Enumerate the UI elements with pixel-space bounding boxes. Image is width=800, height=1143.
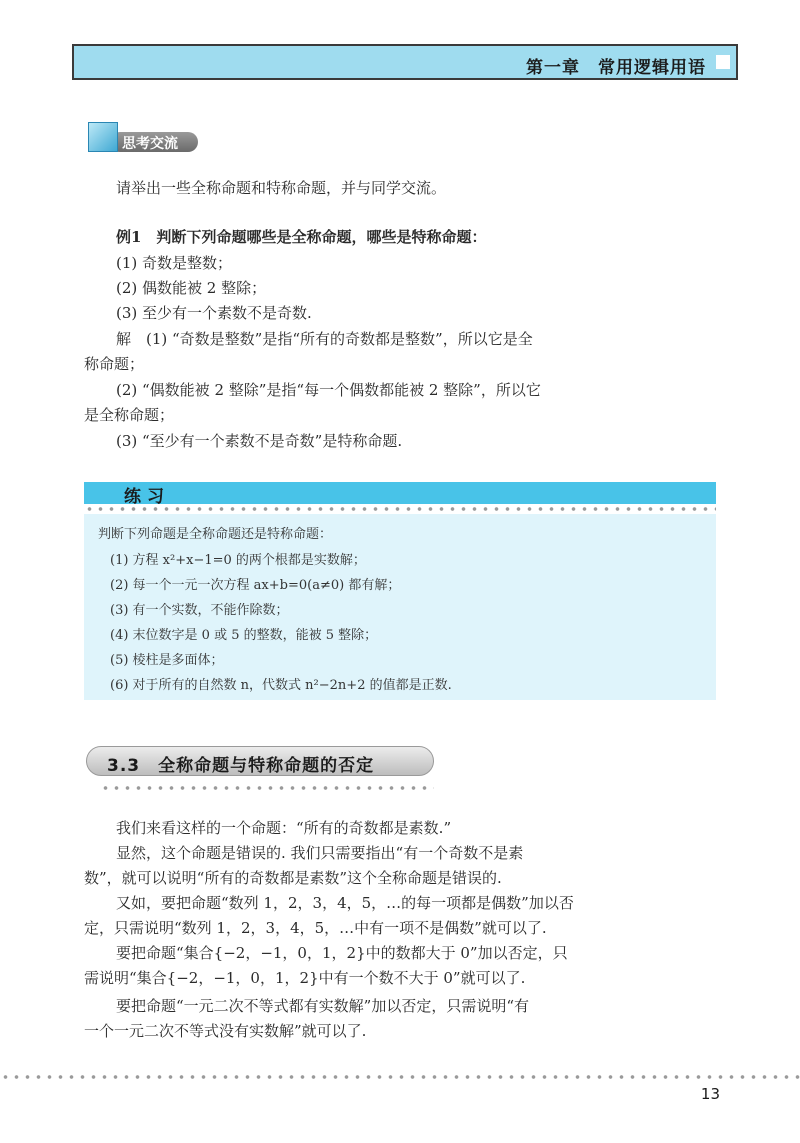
example-item: (3) 至少有一个素数不是奇数. [116, 304, 312, 322]
footer-dotted-divider [0, 1075, 800, 1079]
solution-line: 解 (1) “奇数是整数”是指“所有的奇数都是整数”，所以它是全 [116, 330, 533, 348]
cube-icon [88, 122, 118, 152]
chapter-title: 第一章 常用逻辑用语 [526, 58, 706, 78]
paragraph-line: 要把命题“集合{−2，−1，0，1，2}中的数都大于 0”加以否定，只 [116, 944, 568, 962]
paragraph-line: 数”，就可以说明“所有的奇数都是素数”这个全称命题是错误的. [84, 869, 502, 887]
example-item: (1) 奇数是整数； [116, 254, 233, 272]
practice-item: (4) 末位数字是 0 或 5 的整数，能被 5 整除； [110, 628, 378, 643]
practice-item: (1) 方程 x²+x−1=0 的两个根都是实数解； [110, 553, 366, 568]
think-exchange-prompt: 请举出一些全称命题和特称命题，并与同学交流。 [116, 179, 447, 197]
solution-line: 是全称命题； [84, 406, 175, 424]
paragraph-line: 要把命题“一元二次不等式都有实数解”加以否定，只需说明“有 [116, 997, 530, 1015]
practice-title: 练习 [124, 487, 170, 507]
solution-line: 称命题； [84, 355, 145, 373]
section-heading [86, 746, 434, 776]
paragraph-line: 一个一元二次不等式没有实数解”就可以了. [84, 1022, 367, 1040]
chapter-header-bar [72, 44, 738, 80]
practice-item: (3) 有一个实数，不能作除数； [110, 603, 289, 618]
think-exchange-label: 思考交流 [122, 136, 178, 152]
dotted-divider [84, 507, 716, 511]
practice-item: (5) 棱柱是多面体； [110, 653, 224, 668]
paragraph-line: 我们来看这样的一个命题：“所有的奇数都是素数.” [116, 819, 452, 837]
practice-item: (2) 每一个一元一次方程 ax+b=0(a≠0) 都有解； [110, 578, 401, 593]
solution-line: (3) “至少有一个素数不是奇数”是特称命题. [116, 432, 403, 450]
paragraph-line: 显然，这个命题是错误的. 我们只需要指出“有一个奇数不是素 [116, 844, 524, 862]
solution-line: (2) “偶数能被 2 整除”是指“每一个偶数都能被 2 整除”，所以它 [116, 381, 541, 399]
practice-intro: 判断下列命题是全称命题还是特称命题： [98, 527, 333, 542]
think-exchange-badge [88, 122, 200, 156]
paragraph-line: 又如，要把命题“数列 1，2，3，4，5，…的每一项都是偶数”加以否 [116, 894, 574, 912]
example-item: (2) 偶数能被 2 整除； [116, 279, 267, 297]
practice-box [84, 514, 716, 700]
header-square-icon [716, 55, 730, 69]
paragraph-line: 定，只需说明“数列 1，2，3，4，5，…中有一项不是偶数”就可以了. [84, 919, 547, 937]
practice-item: (6) 对于所有的自然数 n，代数式 n²−2n+2 的值都是正数. [110, 678, 452, 693]
practice-header-bar [84, 482, 716, 507]
section-title: 3.3 全称命题与特称命题的否定 [107, 756, 375, 776]
dotted-divider [100, 786, 434, 790]
page-number: 13 [700, 1085, 720, 1103]
paragraph-line: 需说明“集合{−2，−1，0，1，2}中有一个数不大于 0”就可以了. [84, 969, 526, 987]
example-intro: 例1 判断下列命题哪些是全称命题，哪些是特称命题： [116, 228, 487, 246]
